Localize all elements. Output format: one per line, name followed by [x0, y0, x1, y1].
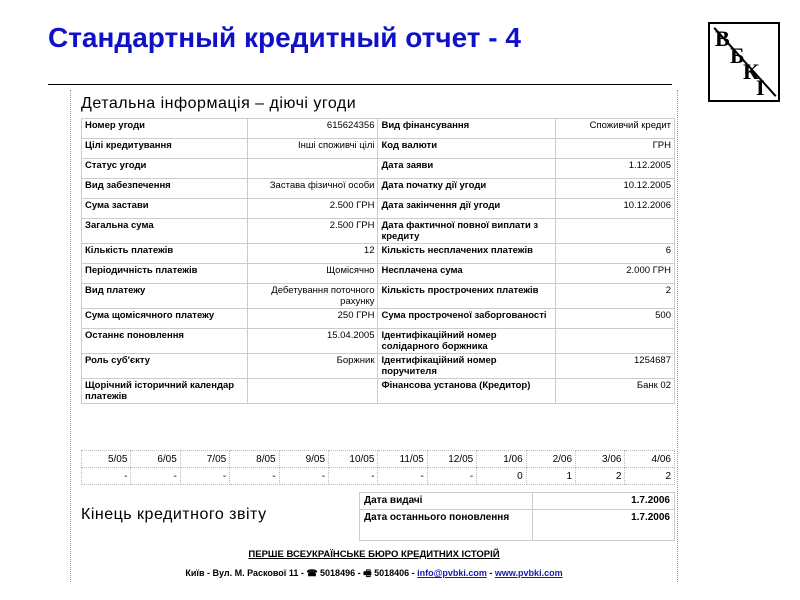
- field-label: Вид фінансування: [378, 119, 556, 139]
- field-value: Застава фізичної особи: [248, 179, 378, 199]
- table-row: [82, 379, 675, 404]
- field-value: Дебетування поточного рахунку: [248, 284, 378, 309]
- field-value: 6: [556, 244, 675, 264]
- field-label: Сума простроченої заборгованості: [378, 309, 556, 329]
- agreement-details-table: [81, 118, 675, 404]
- logo-letter: В: [715, 26, 730, 51]
- field-label: Дата заяви: [378, 159, 556, 179]
- field-label: Останнє поновлення: [82, 329, 248, 354]
- field-value: [248, 159, 378, 179]
- month-label: 8/05: [230, 451, 279, 468]
- field-value: 10.12.2006: [556, 199, 675, 219]
- month-label: 6/05: [131, 451, 180, 468]
- credit-report-document: [70, 90, 678, 582]
- payment-calendar-table: [81, 450, 675, 485]
- field-value: 250 ГРН: [248, 309, 378, 329]
- report-end-title: Кінець кредитного звіту: [81, 506, 267, 523]
- field-label: Цілі кредитування: [82, 139, 248, 159]
- field-value: 2.500 ГРН: [248, 219, 378, 244]
- field-label: Кількість платежів: [82, 244, 248, 264]
- slide-title: Стандартный кредитный отчет - 4: [48, 22, 521, 53]
- table-row: [82, 309, 675, 329]
- month-value: 2: [576, 468, 625, 485]
- email-link[interactable]: info@pvbki.com: [417, 568, 487, 578]
- table-row: [82, 329, 675, 354]
- table-row: [360, 510, 675, 541]
- field-label: Періодичність платежів: [82, 264, 248, 284]
- field-value: 1254687: [556, 354, 675, 379]
- field-value: 615624356: [248, 119, 378, 139]
- month-value: 2: [625, 468, 675, 485]
- footer-contact: [71, 566, 677, 582]
- month-value: -: [427, 468, 476, 485]
- table-row: [82, 119, 675, 139]
- field-label: Сума щомісячного платежу: [82, 309, 248, 329]
- month-value: -: [180, 468, 229, 485]
- month-label: 4/06: [625, 451, 675, 468]
- footer-separator: -: [486, 568, 495, 578]
- field-value: [556, 329, 675, 354]
- field-label: Роль суб'єкту: [82, 354, 248, 379]
- field-value: 1.12.2005: [556, 159, 675, 179]
- logo-letter: Б: [730, 43, 745, 68]
- table-row: [82, 354, 675, 379]
- field-label: Щорічний історичний календар платежів: [82, 379, 248, 404]
- bureau-logo: [708, 22, 780, 102]
- last-update-label: Дата останнього поновлення: [360, 510, 533, 541]
- field-label: Код валюти: [378, 139, 556, 159]
- last-update-value: 1.7.2006: [533, 510, 675, 541]
- table-row: [82, 244, 675, 264]
- month-label: 11/05: [378, 451, 427, 468]
- field-label: Вид забезпечення: [82, 179, 248, 199]
- field-value: [556, 219, 675, 244]
- field-label: Ідентифікаційний номер поручителя: [378, 354, 556, 379]
- footer-address: Київ - Вул. М. Раскової 11 - ☎ 5018496 - 🖷 5018406 -: [185, 568, 418, 578]
- logo-letter: К: [743, 59, 759, 84]
- field-value: [248, 379, 378, 404]
- website-link[interactable]: www.pvbki.com: [494, 568, 563, 578]
- field-label: Дата фактичної повної виплати з кредиту: [378, 219, 556, 244]
- field-value: 2: [556, 284, 675, 309]
- month-label: 7/05: [180, 451, 229, 468]
- field-label: Загальна сума: [82, 219, 248, 244]
- field-label: Кількість несплачених платежів: [378, 244, 556, 264]
- field-value: 15.04.2005: [248, 329, 378, 354]
- logo-letter: І: [756, 75, 765, 100]
- field-value: ГРН: [556, 139, 675, 159]
- field-value: Споживчий кредит: [556, 119, 675, 139]
- table-row: [82, 219, 675, 244]
- table-row: [82, 179, 675, 199]
- month-label: 2/06: [526, 451, 575, 468]
- field-value: Щомісячно: [248, 264, 378, 284]
- title-divider: [48, 84, 672, 85]
- table-row: [82, 139, 675, 159]
- month-label: 1/06: [477, 451, 526, 468]
- month-label: 9/05: [279, 451, 328, 468]
- field-value: Банк 02: [556, 379, 675, 404]
- month-value: 0: [477, 468, 526, 485]
- field-label: Вид платежу: [82, 284, 248, 309]
- month-label: 3/06: [576, 451, 625, 468]
- field-value: 10.12.2005: [556, 179, 675, 199]
- field-label: Ідентифікаційний номер солідарного боржника: [378, 329, 556, 354]
- month-value: -: [131, 468, 180, 485]
- month-value: -: [230, 468, 279, 485]
- month-value: 1: [526, 468, 575, 485]
- section-heading: Детальна інформація – діючі угоди: [81, 95, 357, 112]
- month-label: 5/05: [82, 451, 131, 468]
- report-end-block: [81, 492, 675, 548]
- month-value: -: [378, 468, 427, 485]
- field-label: Номер угоди: [82, 119, 248, 139]
- field-label: Кількість прострочених платежів: [378, 284, 556, 309]
- field-label: Дата початку дії угоди: [378, 179, 556, 199]
- field-value: 2.000 ГРН: [556, 264, 675, 284]
- field-value: 500: [556, 309, 675, 329]
- month-value: -: [279, 468, 328, 485]
- month-value: -: [329, 468, 378, 485]
- table-row: [82, 264, 675, 284]
- field-value: Боржник: [248, 354, 378, 379]
- field-value: Інші споживчі цілі: [248, 139, 378, 159]
- field-label: Дата закінчення дії угоди: [378, 199, 556, 219]
- field-value: 12: [248, 244, 378, 264]
- footer-organization: ПЕРШЕ ВСЕУКРАЇНСЬКЕ БЮРО КРЕДИТНИХ ІСТОРІЙ: [248, 549, 500, 560]
- field-label: Фінансова установа (Кредитор): [378, 379, 556, 404]
- month-header-row: [82, 451, 675, 468]
- field-label: Сума застави: [82, 199, 248, 219]
- month-label: 10/05: [329, 451, 378, 468]
- issue-date-value: 1.7.2006: [533, 493, 675, 510]
- month-values-row: [82, 468, 675, 485]
- table-row: [82, 159, 675, 179]
- month-label: 12/05: [427, 451, 476, 468]
- field-label: Статус угоди: [82, 159, 248, 179]
- field-label: Несплачена сума: [378, 264, 556, 284]
- table-row: [360, 493, 675, 510]
- table-row: [82, 284, 675, 309]
- month-value: -: [82, 468, 131, 485]
- issue-date-label: Дата видачі: [360, 493, 533, 510]
- report-dates-table: [359, 492, 675, 541]
- table-row: [82, 199, 675, 219]
- field-value: 2.500 ГРН: [248, 199, 378, 219]
